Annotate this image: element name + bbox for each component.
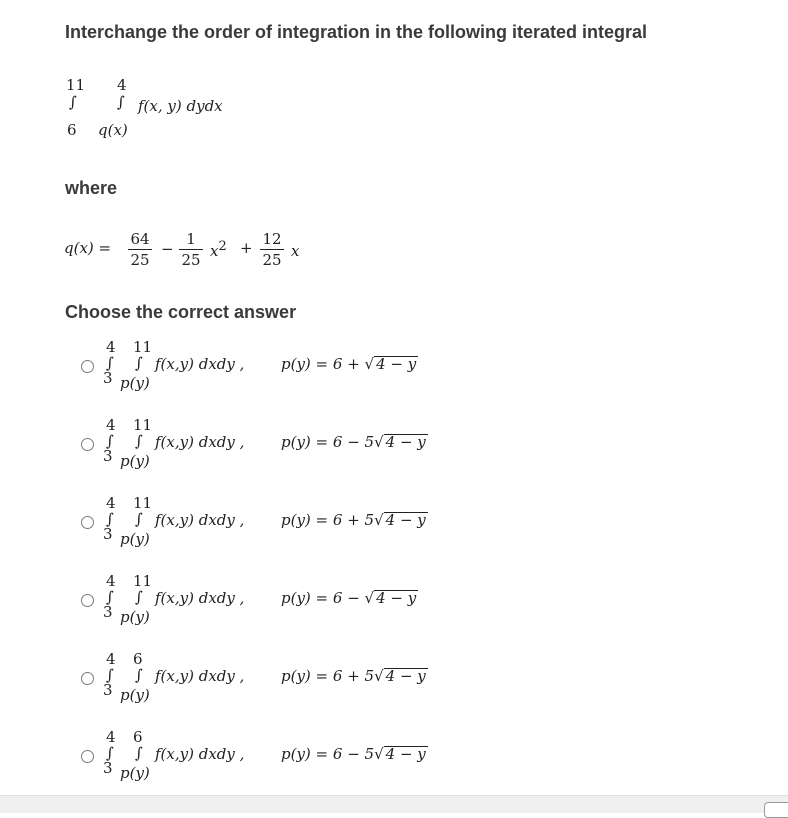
- option-p-definition: [281, 745, 428, 763]
- option-outer-upper: 4: [106, 494, 116, 512]
- option-p-radicand: 4 − y: [385, 433, 426, 451]
- q-x: x: [291, 242, 300, 260]
- option-p-definition: [281, 355, 418, 373]
- option-p-radicand: 4 − y: [385, 667, 426, 685]
- option-p-definition: [281, 433, 428, 451]
- option-radio[interactable]: [81, 360, 94, 373]
- option-inner-integral-sign: ∫: [135, 510, 143, 528]
- option-radio[interactable]: [81, 750, 94, 763]
- option-outer-upper: 4: [106, 572, 116, 590]
- inner-lower-limit: q(x): [98, 121, 128, 139]
- q-frac1-numerator: 64: [130, 230, 150, 248]
- option-radio[interactable]: [81, 438, 94, 451]
- option-inner-upper: 11: [133, 416, 153, 434]
- sqrt-sign: √: [374, 433, 384, 451]
- option-radio[interactable]: [81, 594, 94, 607]
- option-integrand: f(x,y) dxdy ,: [155, 745, 245, 763]
- option-inner-integral-sign: ∫: [135, 354, 143, 372]
- option-inner-upper: 11: [133, 494, 153, 512]
- option-inner-upper: 11: [133, 572, 153, 590]
- option-p-radicand: 4 − y: [385, 511, 426, 529]
- option-integrand: f(x,y) dxdy ,: [155, 355, 245, 373]
- sqrt-sign: √: [364, 589, 375, 607]
- outer-lower-limit: 6: [67, 121, 77, 139]
- answer-heading: Choose the correct answer: [65, 302, 297, 322]
- option-radio[interactable]: [81, 672, 94, 685]
- option-p-definition: [281, 667, 428, 685]
- option-inner-lower: p(y): [120, 374, 150, 392]
- outer-integral-sign: ∫: [69, 93, 77, 111]
- option-outer-lower: 3: [103, 759, 113, 777]
- q-definition: [64, 230, 324, 270]
- option-p-definition: [281, 589, 418, 607]
- option-outer-upper: 4: [106, 338, 116, 356]
- option-outer-lower: 3: [103, 681, 113, 699]
- option-p-radicand: 4 − y: [376, 355, 417, 373]
- sqrt-sign: √: [364, 355, 375, 373]
- option-p-radicand: 4 − y: [376, 589, 417, 607]
- option-inner-upper: 6: [133, 650, 143, 668]
- answer-option[interactable]: [0, 416, 788, 476]
- q-frac3-denominator: 25: [262, 251, 282, 269]
- q-fraction-3: [260, 230, 284, 269]
- option-radio[interactable]: [81, 516, 94, 529]
- option-inner-integral-sign: ∫: [135, 744, 143, 762]
- answer-option[interactable]: [0, 650, 788, 710]
- option-outer-integral-sign: ∫: [106, 666, 114, 684]
- option-inner-lower: p(y): [120, 686, 150, 704]
- option-inner-integral-sign: ∫: [135, 432, 143, 450]
- option-outer-integral-sign: ∫: [106, 744, 114, 762]
- option-integrand: f(x,y) dxdy ,: [155, 589, 245, 607]
- integrand: f(x, y) dydx: [138, 97, 223, 115]
- q-fraction-2: [179, 230, 203, 269]
- main-integral: [66, 76, 286, 146]
- where-label: where: [65, 178, 118, 198]
- option-inner-upper: 11: [133, 338, 153, 356]
- answer-option[interactable]: [0, 494, 788, 554]
- option-outer-lower: 3: [103, 525, 113, 543]
- inner-integral-sign: ∫: [117, 93, 125, 111]
- option-outer-lower: 3: [103, 447, 113, 465]
- option-inner-upper: 6: [133, 728, 143, 746]
- option-integrand: f(x,y) dxdy ,: [155, 433, 245, 451]
- sqrt-sign: √: [374, 511, 384, 529]
- q-fraction-1: [128, 230, 152, 269]
- option-p-radicand: 4 − y: [385, 745, 426, 763]
- q-plus: +: [240, 239, 253, 257]
- option-p-lhs: p(y) = 6 +: [281, 355, 365, 373]
- inner-upper-limit: 4: [117, 76, 127, 94]
- answer-option[interactable]: [0, 728, 788, 788]
- option-outer-integral-sign: ∫: [106, 432, 114, 450]
- option-outer-lower: 3: [103, 603, 113, 621]
- option-outer-lower: 3: [103, 369, 113, 387]
- q-frac1-denominator: 25: [130, 251, 150, 269]
- option-p-lhs: p(y) = 6 + 5: [281, 511, 375, 529]
- option-p-lhs: p(y) = 6 + 5: [281, 667, 375, 685]
- q-x2-base: x: [210, 242, 219, 260]
- option-outer-upper: 4: [106, 416, 116, 434]
- option-outer-integral-sign: ∫: [106, 588, 114, 606]
- outer-upper-limit: 11: [66, 76, 86, 94]
- option-integrand: f(x,y) dxdy ,: [155, 511, 245, 529]
- footer-bar: [0, 795, 788, 813]
- question-prompt: Interchange the order of integration in the following iterated integral: [65, 22, 648, 42]
- q-minus: −: [161, 240, 174, 258]
- answer-option[interactable]: [0, 572, 788, 632]
- option-outer-integral-sign: ∫: [106, 510, 114, 528]
- option-inner-lower: p(y): [120, 530, 150, 548]
- q-frac3-numerator: 12: [262, 230, 282, 248]
- q-x2-exponent: 2: [218, 239, 227, 254]
- sqrt-sign: √: [374, 745, 384, 763]
- answer-option[interactable]: [0, 338, 788, 398]
- sqrt-sign: √: [374, 667, 384, 685]
- footer-button[interactable]: [764, 802, 788, 818]
- option-p-lhs: p(y) = 6 − 5: [281, 745, 375, 763]
- q-frac2-numerator: 1: [186, 230, 196, 248]
- option-inner-lower: p(y): [120, 452, 150, 470]
- option-inner-lower: p(y): [120, 764, 150, 782]
- option-inner-integral-sign: ∫: [135, 666, 143, 684]
- q-lhs: q(x) =: [64, 239, 112, 257]
- option-outer-upper: 4: [106, 650, 116, 668]
- option-outer-upper: 4: [106, 728, 116, 746]
- q-frac2-denominator: 25: [181, 251, 201, 269]
- option-p-definition: [281, 511, 428, 529]
- option-inner-integral-sign: ∫: [135, 588, 143, 606]
- option-outer-integral-sign: ∫: [106, 354, 114, 372]
- option-p-lhs: p(y) = 6 − 5: [281, 433, 375, 451]
- option-p-lhs: p(y) = 6 −: [281, 589, 365, 607]
- q-x-squared: [210, 239, 227, 260]
- option-inner-lower: p(y): [120, 608, 150, 626]
- option-integrand: f(x,y) dxdy ,: [155, 667, 245, 685]
